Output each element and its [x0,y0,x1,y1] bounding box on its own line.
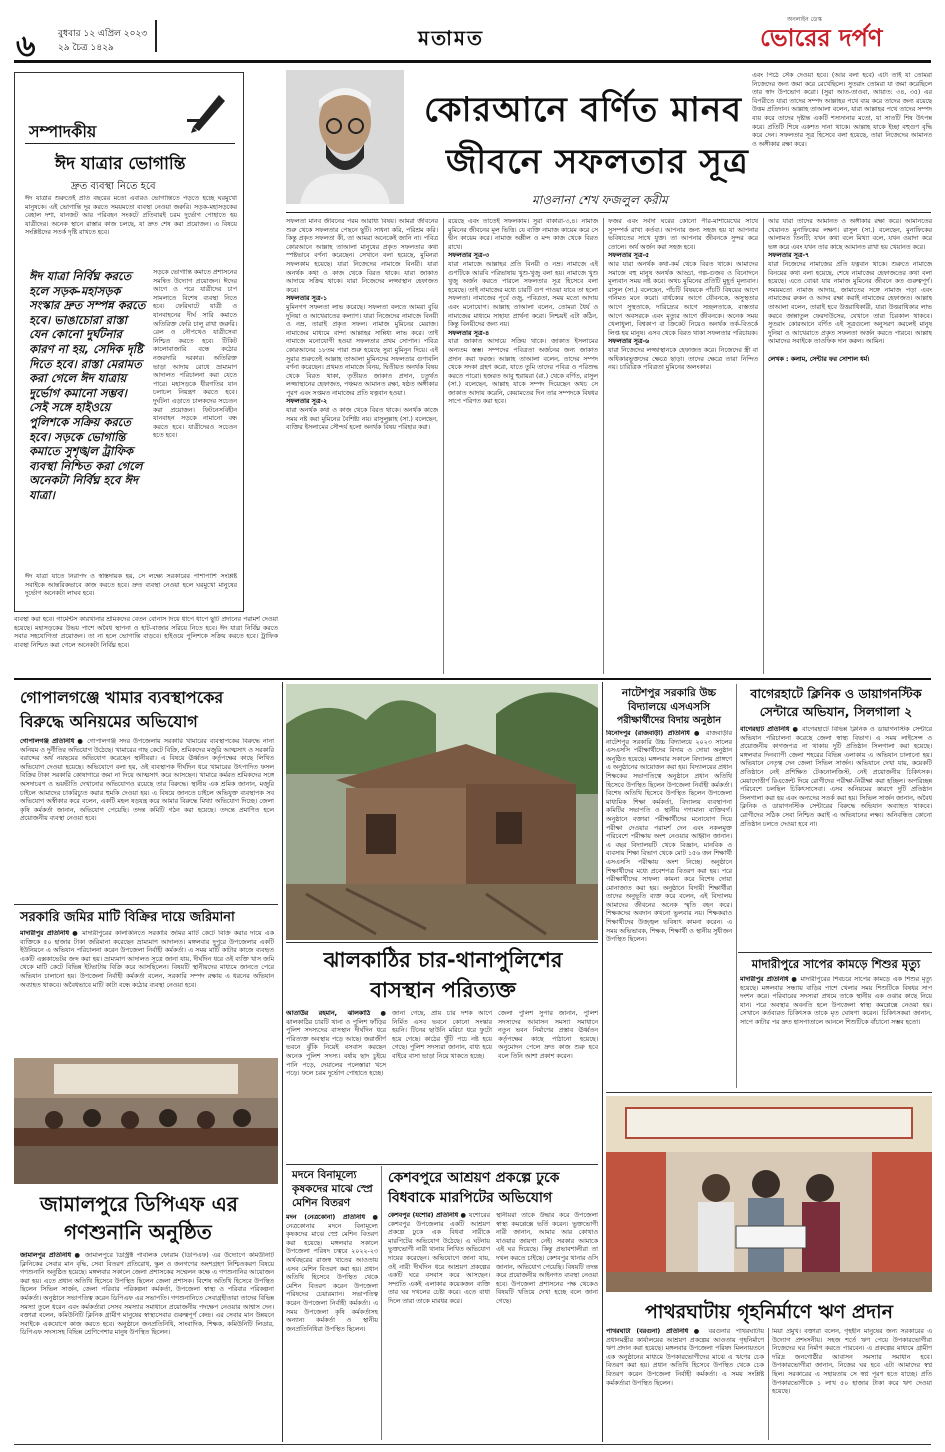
bagerhat-headline-2: সেন্টারে অভিযান, সিলগালা ২ [759,704,913,719]
masthead [0,0,945,62]
date-line-1: বুধবার ১২ এপ্রিল ২০২৩ [58,29,148,39]
page-number: ৬ [16,29,36,64]
jamalpur-headline-1: জামালপুরে ডিপিএফ এর [40,1192,238,1216]
gopalganj-body: গোপালগঞ্জ প্রতিনিধি ● গোপালগঞ্জ সদর উপজেলায় সরকারি খামারের ব্যবস্থাপকের বিরুদ্ধে নানা অনিয়ম ও দুর্নীতির অভিযোগ উঠেছে। খামারের গাছ কেটে বিক্রি, শ্রমিকদের মজুরি আত্মসাৎ ও সরকারি বরাদ্দের অর্থ নয়ছয়ের অভিযোগ করেছেন স্থানীয়রা। এ বিষয়ে ঊর্ধ্বতন কর্তৃপক্ষের কাছে লিখিত অভিযোগ দেওয়া হয়েছে। অভিযোগে বলা হয়, ওই ব্যবস্থাপক দীর্ঘদিন ধরে খামারের উৎপাদিত ফসল বিক্রির টাকা সরকারি কোষাগারে জমা না দিয়ে আত্মসাৎ করে আসছেন। খামারে কর্মরত শ্রমিকদের সঙ্গে অসদাচরণ ও ভয়ভীতি দেখানোর অভিযোগও রয়েছে তার বিরুদ্ধে। স্থানীয় এক শ্রমিক জানান, মজুরি চাইলে আমাদের চাকরিচ্যুত করার হুমকি দেওয়া হয়। এ বিষয়ে জানতে চাইলে অভিযুক্ত ব্যবস্থাপক সব অভিযোগ অস্বীকার করে বলেন, একটি মহল ষড়যন্ত্র করে আমার বিরুদ্ধে মিথ্যা অভিযোগ দিচ্ছে। জেলা কৃষি কর্মকর্তা জানান, অভিযোগ পেয়েছি। তদন্ত কমিটি গঠন করা হয়েছে। তদন্তে প্রমাণিত হলে প্রয়োজনীয় ব্যবস্থা নেওয়া হবে। [20,738,274,823]
feature-writer-note: লেখক : কলাম, সেন্টার ফর সোশাল ধর্ম। [768,355,870,363]
patharghata-headline: পাথরঘাটায় গৃহনির্মাণে ঋণ প্রদান [645,1301,893,1323]
natorepur-headline-3: পরীক্ষার্থীদের বিদায় অনুষ্ঠান [616,715,722,726]
patharghata-body-2: মিয়া প্রমুখ। বক্তারা বলেন, গৃহহীন মানুষের জন্য সরকারের এ উদ্যোগ প্রশংসনীয়। সহজ শর্তে ঋণ পেয়ে উপকারভোগীরা নিজেদের ঘর নির্মাণ করতে পারবেন। এ প্রকল্পের মাধ্যমে গ্রামীণ দরিদ্র জনগোষ্ঠীর আবাসন সমস্যার সমাধান হবে। উপকারভোগীরা জানান, নিজের ঘর হবে এটা আমাদের স্বপ্ন ছিল। সরকারের এ সহায়তায় সে স্বপ্ন পূরণ হতে যাচ্ছে। প্রতি উপকারভোগীকে ১ লাখ ৫০ হাজার টাকা করে ঋণ দেওয়া হয়েছে। [772,1328,932,1396]
jhalakathi-headline-2: বাসস্থান পরিত্যক্ত [370,978,516,1002]
keshabpur-headline-2: বিধবাকে মারপিটের অভিযোগ [388,1190,553,1206]
section-title: মতামত [418,26,485,50]
patharghata-photo [606,1096,932,1292]
jhalakathi-photo [286,684,598,940]
madaripur-land-body: মাদারীপুর প্রতিনিধি ● মাদারীপুরের কালকিনিতে সরকারি জমির মাটি কেটে বিক্রি করার দায়ে এক ব্যক্তিকে ৫০ হাজার টাকা জরিমানা করেছেন ভ্রাম্যমাণ আদালত। মঙ্গলবার দুপুরে উপজেলার একটি ইউনিয়নে এ অভিযান পরিচালনা করেন উপজেলা নির্বাহী কর্মকর্তা। এ সময় মাটি কাটার কাজে ব্যবহৃত একটি এক্সকাভেটর জব্দ করা হয়। ভ্রাম্যমাণ আদালত সূত্রে জানা যায়, দীর্ঘদিন ধরে ওই ব্যক্তি খাস জমি থেকে মাটি কেটে বিভিন্ন ইটভাটায় বিক্রি করে আসছিলেন। বিষয়টি স্থানীয়দের মাধ্যমে জানতে পেরে অভিযান চালানো হয়। উপজেলা নির্বাহী কর্মকর্তা বলেন, সরকারি সম্পদ রক্ষায় এ ধরনের অভিযান অব্যাহত থাকবে। অবৈধভাবে মাটি কাটা বন্ধে কঠোর ব্যবস্থা নেওয়া হবে। [20,930,274,989]
feature-col-4: আর যারা তাদের আমানত ও অঙ্গীকার রক্ষা করে। আমানতের খেয়ানত মুনাফিকের লক্ষণ। রাসুল (সা.) বলেছেন, মুনাফিকের আলামত তিনটি; যখন কথা বলে মিথ্যা বলে, যখন ওয়াদা করে ভঙ্গ করে এবং যখন তার কাছে আমানত রাখা হয় খেয়ানত করে। সফলতার সূত্র-৭ যারা নিজেদের নামাজের প্রতি যত্নবান থাকে। শুরুতে নামাজে বিনয়ের কথা বলা হয়েছে, শেষে নামাজের হেফাজতের কথা বলা হয়েছে। এতে বোঝা যায় নামাজ মুমিনের জীবনে কত গুরুত্বপূর্ণ। সময়মতো নামাজ আদায়, জামাতের সঙ্গে নামাজ পড়া এবং নামাজের রুকন ও আদব রক্ষা করাই নামাজের হেফাজত। আল্লাহ তাআলা বলেন, তারাই হবে উত্তরাধিকারী, যারা উত্তরাধিকার লাভ করবে জান্নাতুল ফেরদাউসের, যেখানে তারা চিরকাল থাকবে। সুতরাং কোরআনে বর্ণিত এই সূত্রগুলো অনুসরণ করলেই মানুষ দুনিয়া ও আখেরাতে প্রকৃত সফলতা অর্জন করতে পারবে। আল্লাহ আমাদের সবাইকে তাওফিক দান করুন। আমিন। লেখক : কলাম, সেন্টার ফর সোশাল ধর্ম। [768,218,932,363]
feature-subhead-4: সফলতার সূত্র-৪ [448,329,490,337]
feature-subhead-3: সফলতার সূত্র-৩ [448,252,490,260]
bagerhat-headline-1: বাগেরহাটে ক্লিনিক ও ডায়াগনস্টিক [750,686,922,701]
madan-headline-2: কৃষকদের মাঝে স্প্রে [292,1183,373,1195]
editorial-body-right: সড়কে ভোগান্তি কমাতে প্রশাসনের সমন্বিত উদ্যোগ প্রয়োজন। ঈদের আগে ও পরে যাত্রীদের চাপ সামলাতে বিশেষ ব্যবস্থা নিতে হবে। ফেরিঘাটে যাত্রী ও যানবাহনের দীর্ঘ সারি কমাতে অতিরিক্ত ফেরি চালু রাখা জরুরি। রেল ও নৌপথেও যাত্রীসেবা নিশ্চিত করতে হবে। টিকিট কালোবাজারি বন্ধে কঠোর নজরদারি দরকার। অতিরিক্ত ভাড়া আদায় রোধে ভ্রাম্যমাণ আদালত পরিচালনা করা যেতে পারে। মহাসড়কে ধীরগতির যান চলাচল নিয়ন্ত্রণ করতে হবে। দুর্ঘটনা এড়াতে চালকদের সচেতন করা প্রয়োজন। ফিটনেসবিহীন যানবাহন সড়কে নামানো বন্ধ করতে হবে। যাত্রীদেরও সচেতন হতে হবে। [153,269,237,440]
editorial-headline: ঈদ যাত্রার ভোগান্তি [55,154,186,174]
feature-subhead-6: সফলতার সূত্র-৬ [608,338,650,346]
gopalganj-headline: গোপালগঞ্জে খামার ব্যবস্থাপকের বিরুদ্ধে অনিয়মের অভিযোগ [20,688,224,731]
feature-subhead-1: সফলতার সূত্র-১ [286,295,328,303]
madaripur-snake-body: মাদারীপুর প্রতিনিধি ● মাদারীপুরের শিবচরে সাপের কামড়ে এক শিশুর মৃত্যু হয়েছে। মঙ্গলবার সন্ধ্যায় বাড়ির পাশে খেলার সময় শিশুটিকে বিষধর সাপ দংশন করে। পরিবারের সদস্যরা প্রথমে তাকে স্থানীয় এক ওঝার কাছে নিয়ে যান। পরে অবস্থার অবনতি হলে উপজেলা স্বাস্থ্য কমপ্লেক্সে নেওয়া হয়। সেখানে কর্তব্যরত চিকিৎসক তাকে মৃত ঘোষণা করেন। চিকিৎসকরা জানান, সাপে কাটার পর দ্রুত হাসপাতালে আনলে শিশুটিকে বাঁচানো সম্ভব হতো। [740,976,932,1026]
jamalpur-body: জামালপুর প্রতিনিধি ● জামালপুরে ডিস্ট্রিক্ট পাবলিক ফোরাম (ডিপিএফ) এর উদ্যোগে কমিউনিটি ক্লিনিকের সেবার মান বৃদ্ধি, সেবা বিতরণ প্রতিরোধ, স্কুল ও জনগণের অংশগ্রহণ নিশ্চিতকরণ বিষয়ে গণশুনানি অনুষ্ঠিত হয়েছে। মঙ্গলবার সকালে জেলা প্রশাসকের সম্মেলন কক্ষে এ গণশুনানির আয়োজন করা হয়। এতে প্রধান অতিথি হিসেবে উপস্থিত ছিলেন জেলা প্রশাসক। বিশেষ অতিথি হিসেবে উপস্থিত ছিলেন সিভিল সার্জন, জেলা পরিবার পরিকল্পনা কর্মকর্তা, উপজেলা স্বাস্থ্য ও পরিবার পরিকল্পনা কর্মকর্তা। অনুষ্ঠানে সভাপতিত্ব করেন ডিপিএফ এর সভাপতি। গণশুনানিতে সেবাগ্রহীতারা তাদের বিভিন্ন সমস্যা তুলে ধরেন এবং কর্মকর্তারা সেসব সমস্যার সমাধানে প্রয়োজনীয় পদক্ষেপ নেওয়ার আশ্বাস দেন। বক্তারা বলেন, কমিউনিটি ক্লিনিক গ্রামীণ মানুষের স্বাস্থ্যসেবার গুরুত্বপূর্ণ কেন্দ্র। এর সেবার মান উন্নয়নে সবাইকে একযোগে কাজ করতে হবে। অনুষ্ঠানে জনপ্রতিনিধি, সাংবাদিক, শিক্ষক, কমিউনিটি লিডার, ডিপিএফ সদস্যসহ বিভিন্ন শ্রেণিপেশার মানুষ উপস্থিত ছিলেন। [20,1252,274,1337]
feature-byline: মাওলানা শেখ ফজলুল করীম [532,193,668,207]
logo-tagline: অনলাইন ডেস্ক [787,16,822,23]
madan-headline-3: মেশিন বিতরণ [292,1197,351,1209]
madan-body: মদন (নেত্রকোনা) প্রতিনিধি ● নেত্রকোনার মদনে বিনামূল্যে কৃষকদের মাঝে স্প্রে মেশিন বিতরণ করা হয়েছে। মঙ্গলবার সকালে উপজেলা পরিষদ চত্বরে ২০২২-২৩ অর্থবছরের রাজস্ব খাতের আওতায় এসব মেশিন বিতরণ করা হয়। প্রধান অতিথি হিসেবে উপস্থিত থেকে মেশিন বিতরণ করেন উপজেলা পরিষদের চেয়ারম্যান। সভাপতিত্ব করেন উপজেলা নির্বাহী কর্মকর্তা। এ সময় উপজেলা কৃষি কর্মকর্তাসহ অন্যান্য কর্মকর্তা ও স্থানীয় জনপ্রতিনিধিরা উপস্থিত ছিলেন। [286,1214,378,1333]
jamalpur-photo [14,1058,278,1184]
jhalakathi-body-2: জানা গেছে, প্রায় চার দশক আগে নির্মিত এসব ভবনে কোনো সংস্কার হয়নি। টিনের ছাউনি মরিচা ধরে ফুটো হয়ে গেছে। কাঠের খুঁটি পচে নষ্ট হয়ে গেছে। পুলিশ সদস্যরা জানান, বাধ্য হয়ে বাইরে বাসা ভাড়া নিয়ে থাকতে হচ্ছে। [392,1010,492,1060]
jhalakathi-body-3: জেলা পুলিশ সুপার জানান, পুলিশ সদস্যদের আবাসন সমস্যা সমাধানে নতুন ভবন নির্মাণের প্রস্তাব ঊর্ধ্বতন কর্তৃপক্ষের কাছে পাঠানো হয়েছে। অনুমোদন পেলে দ্রুত কাজ শুরু হবে বলে তিনি আশা প্রকাশ করেন। [498,1010,598,1060]
editorial-box [14,72,244,612]
pen-icon [183,87,231,135]
feature-headline-2: জীবনে সফলতার সূত্র [446,142,749,182]
natorepur-headline-2: বিদ্যালয়ে এসএসসি [627,701,711,713]
keshabpur-body-2: স্থানীয়রা তাকে উদ্ধার করে উপজেলা স্বাস্থ্য কমপ্লেক্সে ভর্তি করেন। ভুক্তভোগী নারী জানান, আমার আর কোথাও যাওয়ার জায়গা নেই। সরকার আমাকে এই ঘর দিয়েছে। কিন্তু প্রভাবশালীরা তা দখল করতে চাইছে। কেশবপুর থানার ওসি জানান, অভিযোগ পেয়েছি। বিষয়টি তদন্ত করে প্রয়োজনীয় আইনগত ব্যবস্থা নেওয়া হবে। উপজেলা প্রশাসনের পক্ষ থেকেও বিষয়টি খতিয়ে দেখা হচ্ছে বলে জানা গেছে। [496,1212,598,1305]
madan-headline-1: মদনে বিনামূল্যে [292,1169,357,1181]
feature-continuation-top: এবং পিঠে সেঁক দেওয়া হবে। (আর বলা হবে) এটা তাই যা তোমরা নিজেদের জন্য জমা করে রেখেছিলে। সুতরাং তোমরা যা জমা করেছিলে তার স্বাদ উপভোগ করো। (সুরা আত-তাওবা, আয়াত: ৩৪, ৩৫) এর বিপরীতে যারা তাদের সম্পদ আল্লাহর পথে ব্যয় করে তাদের জন্য রয়েছে উত্তম প্রতিদান। আল্লাহ তাআলা বলেন, যারা আল্লাহর পথে তাদের সম্পদ ব্যয় করে তাদের দৃষ্টান্ত একটি শস্যদানার মতো, যা সাতটি শিষ উৎপন্ন করে। প্রতিটি শিষে একশত দানা থাকে। আল্লাহ যাকে ইচ্ছা বহুগুণ বৃদ্ধি করে দেন। সফলতার সূত্র হিসেবে বলা হয়েছে, তারা নিজেদের আমানত ও অঙ্গীকার রক্ষা করে। [752,72,932,148]
feature-col-3: ফজর এবং সর্বদা ঘরের কোনো পীর-মাশায়েখের সাথে সুসম্পর্ক রাখা কর্তব্য। আপনার জন্য সহজ হয় যা আপনার ভবিষ্যতের সাথে যুক্ত। তা আপনার জীবনকে সুন্দর করে তোলে। অর্থ অর্জন করা সহজ হবে। সফলতার সূত্র-৫ আর যারা অনর্থক কথা-কর্ম থেকে বিরত থাকে। আমাদের সমাজে বহু মানুষ অনর্থক আড্ডা, গল্প-গুজব ও বিনোদনে মূল্যবান সময় নষ্ট করে। অথচ মুমিনের প্রতিটি মুহূর্ত মূল্যবান। রাসুল (সা.) বলেছেন, পাঁচটি বিষয়কে পাঁচটি বিষয়ের আগে গনিমত মনে করো। বার্ধক্যের আগে যৌবনকে, অসুস্থতার আগে সুস্থতাকে, দারিদ্র্যের আগে সচ্ছলতাকে, ব্যস্ততার আগে অবসরকে এবং মৃত্যুর আগে জীবনকে। অনেক সময় খেলাধুলা, বিশ্বকাপ বা ক্রিকেট নিয়েও অনর্থক তর্ক-বিতর্কে লিপ্ত হয় মানুষ। এসব থেকে বিরত থাকা সফলতার পরিচায়ক। সফলতার সূত্র-৬ যারা নিজেদের লজ্জাস্থানকে হেফাজত করে। নিজেদের স্ত্রী বা অধিকারভুক্তদের ক্ষেত্রে ছাড়া। তাদের ক্ষেত্রে তারা নিন্দিত নয়। চারিত্রিক পবিত্রতা মুমিনের অলংকার। [608,218,758,372]
natorepur-body: বিনোদপুর (রাজবাড়ী) প্রতিনিধি ● রাজবাড়ীর নাটেশপুর সরকারি উচ্চ বিদ্যালয়ে ২০২৩ সালের এসএসসি পরীক্ষার্থীদের বিদায় ও দোয়া অনুষ্ঠান অনুষ্ঠিত হয়েছে। মঙ্গলবার সকালে বিদ্যালয় প্রাঙ্গণে এ অনুষ্ঠানের আয়োজন করা হয়। বিদ্যালয়ের প্রধান শিক্ষকের সভাপতিত্বে অনুষ্ঠানে প্রধান অতিথি হিসেবে উপস্থিত ছিলেন উপজেলা নির্বাহী কর্মকর্তা। বিশেষ অতিথি হিসেবে উপস্থিত ছিলেন উপজেলা মাধ্যমিক শিক্ষা কর্মকর্তা, বিদ্যালয় ব্যবস্থাপনা কমিটির সভাপতি ও স্থানীয় গণ্যমান্য ব্যক্তিবর্গ। অনুষ্ঠানে বক্তারা পরীক্ষার্থীদের মনোযোগ দিয়ে পরীক্ষা দেওয়ার পরামর্শ দেন এবং নকলমুক্ত পরিবেশে পরীক্ষায় অংশ নেওয়ার আহ্বান জানান। এ বছর বিদ্যালয়টি থেকে বিজ্ঞান, মানবিক ও ব্যবসায় শিক্ষা বিভাগ থেকে মোট ১৫৬ জন শিক্ষার্থী এসএসসি পরীক্ষায় অংশ নিচ্ছে। অনুষ্ঠানে শিক্ষার্থীদের মধ্যে প্রবেশপত্র বিতরণ করা হয়। পরে পরীক্ষার্থীদের সাফল্য কামনা করে বিশেষ দোয়া মোনাজাত করা হয়। অনুষ্ঠানে বিদায়ী শিক্ষার্থীরা তাদের অনুভূতি ব্যক্ত করে বলেন, এই বিদ্যালয় আমাদের জীবনের অনেক স্মৃতি বহন করে। শিক্ষকদের অবদান কখনো ভুলবার নয়। শিক্ষকরাও শিক্ষার্থীদের উজ্জ্বল ভবিষ্যৎ কামনা করেন। এ সময় অভিভাবক, শিক্ষক, শিক্ষার্থী ও স্থানীয় সুধীজন উপস্থিত ছিলেন। [606,730,732,944]
jhalakathi-headline-1: ঝালকাঠির চার-থানাপুলিশের [323,948,563,972]
feature-headline-1: কোরআনে বর্ণিত মানব [424,90,743,130]
author-photo [286,70,404,204]
editorial-continuation: ব্যবস্থা করা হবে। গার্মেন্টস কারখানার শ্রমিকদের বেতন বোনাস দিয়ে ধাপে ধাপে ছুটি প্রদানের পরামর্শ দেওয়া হয়েছে। মহাসড়কের উভয় পাশে অবৈধ স্থাপনা ও হাট-বাজার সরিয়ে নিতে হবে। ঈদ যাত্রা নির্বিঘ্ন করতে সবার সহযোগিতা প্রয়োজন। তা না হলে ভোগান্তি বাড়বে। হাইওয়ে পুলিশকে সক্রিয় করতে হবে। ট্রাফিক ব্যবস্থা নিশ্চিত করা গেলে অনেকটা নির্বিঘ্ন হবে। [14,616,278,649]
feature-col-2: রয়েছে এবং তাতেই সফলকাম। সুরা বাকারা-৩,৪। নামাজ মুমিনের জীবনের মূল ভিত্তি। যে ব্যক্তি নামাজ কায়েম করে সে দ্বীন কায়েম করে। নামাজ অশ্লীল ও মন্দ কাজ থেকে বিরত রাখে। সফলতার সূত্র-৩ যারা নামাজে আল্লাহর প্রতি বিনয়ী ও নম্র। নামাজে এই গুণটিকে আরবি পরিভাষায় খুশু-খুজু বলা হয়। নামাজে খুশু খুজু অর্জন করতে পারলে সফলতার সূত্র হিসেবে বলা হয়েছে। তাই নামাজের মধ্যে চারটি গুণ পাওয়া যাবে তা হলো সফলতা। নামাজের পূর্বে ওজু, পবিত্রতা, সময় মতো আদায় এবং মনোযোগ। আল্লাহ তাআলা বলেন, তোমরা ধৈর্য ও নামাজের মাধ্যমে সাহায্য প্রার্থনা করো। নিশ্চয়ই এটা কঠিন, কিন্তু বিনয়ীদের জন্য নয়। সফলতার সূত্র-৪ যারা জাকাত আদায়ে সক্রিয় থাকে। জাকাত ইসলামের অন্যতম স্তম্ভ। সম্পদের পবিত্রতা অর্জনের জন্য জাকাত প্রদান করা ফরজ। আল্লাহ তাআলা বলেন, তাদের সম্পদ থেকে সদকা গ্রহণ করো, যাতে তুমি তাদের পবিত্র ও পরিশুদ্ধ করতে পারো। হজরত আবু হুরায়রা (রা.) থেকে বর্ণিত, রাসুল (সা.) বলেছেন, আল্লাহ যাকে সম্পদ দিয়েছেন অথচ সে জাকাত আদায় করেনি, কেয়ামতের দিন তার সম্পদকে বিষধর সাপে পরিণত করা হবে। [448,218,598,406]
newspaper-logo: ভোরের দর্পণ [760,23,883,52]
editorial-pullquote: ঈদ যাত্রা নির্বিঘ্ন করতে হলে সড়ক-মহাসড়ক সংস্কার দ্রুত সম্পন্ন করতে হবে। ভাঙাচোরা রাস্তা যেন কোনো দুর্ঘটনার কারণ না হয়, সেদিক দৃষ্টি দিতে হবে। রাস্তা মেরামত করা গেলে ঈদ যাত্রায় দুর্ভোগ কমানো সম্ভব। সেই সঙ্গে হাইওয়ে পুলিশকে সক্রিয় করতে হবে। সড়কে ভোগান্তি কমাতে সুশৃঙ্খল ট্রাফিক ব্যবস্থা নিশ্চিত করা গেলে অনেকটা নির্বিঘ্ন হবে ঈদ যাত্রা। [29,269,146,502]
bagerhat-body: বাগেরহাট প্রতিনিধি ● বাগেরহাটে বিভিন্ন ক্লিনিক ও ডায়াগনস্টিক সেন্টারে অভিযান পরিচালনা করেছে জেলা স্বাস্থ্য বিভাগ। এ সময় লাইসেন্স ও প্রয়োজনীয় কাগজপত্র না থাকায় দুটি প্রতিষ্ঠান সিলগালা করা হয়েছে। মঙ্গলবার দিনব্যাপী জেলা শহরের বিভিন্ন এলাকায় এ অভিযান চালানো হয়। অভিযানে নেতৃত্ব দেন জেলা সিভিল সার্জন। অভিযানে দেখা যায়, কয়েকটি প্রতিষ্ঠানে নেই প্রশিক্ষিত টেকনোলজিস্ট, নেই প্রয়োজনীয় চিকিৎসক। মেয়াদোত্তীর্ণ রিএজেন্ট দিয়ে রোগীদের পরীক্ষা-নিরীক্ষা করা হচ্ছিল। অপরিচ্ছন্ন পরিবেশে চলছিল চিকিৎসাসেবা। এসব অনিয়মের কারণে দুটি প্রতিষ্ঠান সিলগালা করা হয় এবং অন্যদের সতর্ক করা হয়। সিভিল সার্জন জানান, অবৈধ ক্লিনিক ও ডায়াগনস্টিক সেন্টারের বিরুদ্ধে অভিযান অব্যাহত থাকবে। রোগীদের সঠিক সেবা নিশ্চিত করাই এ অভিযানের লক্ষ্য। অনিবন্ধিত কোনো প্রতিষ্ঠান চলতে দেওয়া হবে না। [740,726,932,828]
keshabpur-body-1: কেশবপুর (যশোর) প্রতিনিধি ● যশোরের কেশবপুর উপজেলার একটি আশ্রয়ণ প্রকল্পে ঢুকে এক বিধবা নারীকে মারপিটের অভিযোগ উঠেছে। এ ঘটনায় ভুক্তভোগী নারী থানায় লিখিত অভিযোগ দায়ের করেছেন। অভিযোগে জানা যায়, ওই নারী দীর্ঘদিন ধরে আশ্রয়ণ প্রকল্পের একটি ঘরে বসবাস করে আসছেন। সম্প্রতি একই এলাকার কয়েকজন ব্যক্তি তার ঘর দখলের চেষ্টা করে। এতে বাধা দিলে তারা তাকে মারধর করে। [388,1212,490,1305]
patharghata-body-1: পাথরঘাটা (বরগুনা) প্রতিনিধি ● বরগুনার পাথরঘাটায় প্রধানমন্ত্রীর কার্যালয়ের আশ্রয়ণ প্রকল্পের আওতায় গৃহনির্মাণে ঋণ প্রদান করা হয়েছে। মঙ্গলবার উপজেলা পরিষদ মিলনায়তনে এক অনুষ্ঠানের মাধ্যমে উপকারভোগীদের মাঝে এ ঋণের চেক বিতরণ করা হয়। প্রধান অতিথি হিসেবে উপস্থিত থেকে চেক বিতরণ করেন উপজেলা নির্বাহী কর্মকর্তা। এ সময় সংশ্লিষ্ট কর্মকর্তারা উপস্থিত ছিলেন। [606,1328,764,1387]
natorepur-headline-1: নাটেশপুর সরকারি উচ্চ [621,687,717,699]
feature-subhead-7: সফলতার সূত্র-৭ [768,252,810,260]
jhalakathi-body-1: আতাউর রহমান, ঝালকাঠি ● ঝালকাঠির চারটি থানা ও পুলিশ ফাঁড়ির পুলিশ সদস্যদের বাসস্থান দীর্ঘদিন ধরে পরিত্যক্ত অবস্থায় পড়ে আছে। জরাজীর্ণ ভবনে ঝুঁকি নিয়েই বসবাস করছেন অনেক পুলিশ সদস্য। বর্ষায় ছাদ চুইয়ে পানি পড়ে, দেয়ালের পলেস্তারা খসে পড়ে। ফলে চরম দুর্ভোগ পোহাতে হচ্ছে। [286,1010,386,1078]
feature-subhead-5: সফলতার সূত্র-৫ [608,252,650,260]
editorial-body-top: ঈদ যাত্রার শুরুতেই প্রতি বছরের মতো এবারও ভোগান্তিতে পড়তে হচ্ছে ঘরমুখো মানুষকে। এই ভোগান্তি দূর করতে সময়মতো ব্যবস্থা নেওয়া জরুরি। সড়ক-মহাসড়কের বেহাল দশা, যানজট আর পরিবহন সংকটে প্রতিবারই চরম দুর্ভোগ পোহাতে হয় যাত্রীদের। অনেক স্থানে রাস্তার কাজ চলছে, যা দ্রুত শেষ করা প্রয়োজন। এ বিষয়ে সংশ্লিষ্টদের সতর্ক দৃষ্টি রাখতে হবে। [25,195,237,237]
keshabpur-headline-1: কেশবপুরে আশ্রয়ণ প্রকল্পে ঢুকে [388,1170,560,1186]
madaripur-snake-headline: মাদারীপুরে সাপের কামড়ে শিশুর মৃত্যু [751,957,921,971]
date-line-2: ২৯ চৈত্র ১৪২৯ [58,43,114,53]
editorial-body-bottom: ঈদ যাত্রা যাতে নিরাপদ ও স্বস্তিদায়ক হয়, সে লক্ষ্যে সরকারের পাশাপাশি সংশ্লিষ্ট সবাইকে আন্তরিকভাবে কাজ করতে হবে। দ্রুত ব্যবস্থা নেওয়া হলে ঘরমুখো মানুষের দুর্ভোগ অনেকটা লাঘব হবে। [25,573,237,598]
madaripur-land-headline: সরকারি জমির মাটি বিক্রির দায়ে জরিমানা [20,910,235,925]
jamalpur-headline-2: গণশুনানি অনুষ্ঠিত [64,1220,212,1244]
feature-subhead-2: সফলতার সূত্র-২ [286,398,328,406]
feature-col-1: সফলতা মানব জীবনের পরম আরাধ্য বিষয়। আমরা জীবনের শুরু থেকে সফলতার পেছনে ছুটি। সাধনা করি, পরিশ্রম করি। কিন্তু প্রকৃত সফলতা কী, তা আমরা অনেকেই জানি না। পবিত্র কোরআনে আল্লাহ তাআলা মানুষের প্রকৃত সফলতার কথা স্পষ্টভাবে বর্ণনা করেছেন। সেখানে বলা হয়েছে, মুমিনরা সফলকাম হয়েছে। যারা নিজেদের নামাজে বিনয়ী। যারা অনর্থক কথা ও কাজ থেকে বিরত থাকে। যারা জাকাত আদায়ে সক্রিয় থাকে। যারা নিজেদের লজ্জাস্থান হেফাজত করে। সফলতার সূত্র-১ মুমিনগণ সফলতা লাভ করেছে। সফলতা বলতে আমরা বুঝি দুনিয়া ও আখেরাতের কল্যাণ। যারা নিজেদের নামাজে বিনয়ী ও নম্র, তারাই প্রকৃত সফল। নামাজ মুমিনের মেরাজ। নামাজের মাধ্যমে বান্দা আল্লাহর সান্নিধ্য লাভ করে। তাই নামাজে মনোযোগী হওয়া সফলতার প্রথম সোপান। পবিত্র কোরআনের ১৮তম পারা শুরু হয়েছে সুরা মুমিনুন দিয়ে। এই সুরার শুরুতেই আল্লাহ তাআলা মুমিনদের সফলতার গুণাবলি বর্ণনা করেছেন। প্রথমত নামাজে বিনয়, দ্বিতীয়ত অনর্থক বিষয় থেকে বিরত থাকা, তৃতীয়ত জাকাত প্রদান, চতুর্থত লজ্জাস্থানের হেফাজত, পঞ্চমত আমানত রক্ষা, ষষ্ঠত অঙ্গীকার পূরণ এবং সপ্তমত নামাজের প্রতি যত্নবান হওয়া। সফলতার সূত্র-২ যারা অনর্থক কথা ও কাজ থেকে বিরত থাকে। অনর্থক কাজে সময় নষ্ট করা মুমিনের বৈশিষ্ট্য নয়। রাসুলুল্লাহ (সা.) বলেছেন, ব্যক্তির ইসলামের সৌন্দর্য হলো অনর্থক বিষয় পরিহার করা। [286,218,438,432]
editorial-subhead: দ্রুত ব্যবস্থা নিতে হবে [71,181,156,192]
editorial-label: সম্পাদকীয় [29,122,97,141]
